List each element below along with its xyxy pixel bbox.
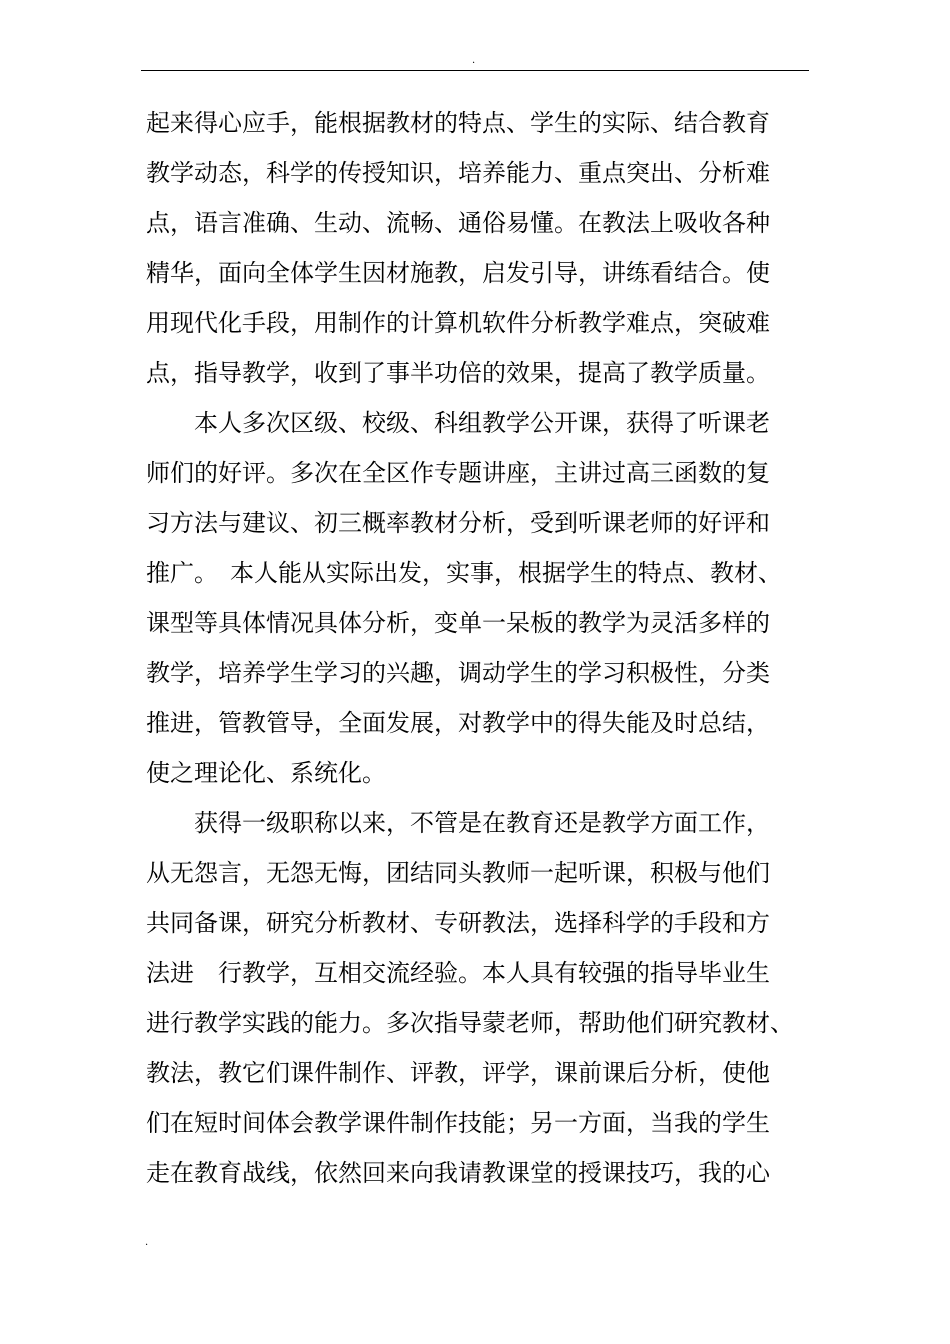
text-line: 点，语言准确、生动、流畅、通俗易懂。在教法上吸收各种 [146, 209, 770, 237]
header-rule [141, 70, 809, 71]
footer-mark: . [145, 1237, 149, 1248]
text-line: 用现代化手段，用制作的计算机软件分析教学难点，突破难 [146, 309, 770, 337]
text-line: 走在教育战线，依然回来向我请教课堂的授课技巧，我的心 [146, 1159, 770, 1187]
header-mark: . [472, 55, 476, 66]
text-line: 起来得心应手，能根据教材的特点、学生的实际、结合教育 [146, 109, 770, 137]
text-line: 从无怨言，无怨无悔，团结同头教师一起听课，积极与他们 [146, 859, 770, 887]
text-line: 师们的好评。多次在全区作专题讲座，主讲过高三函数的复 [146, 459, 770, 487]
document-body [146, 98, 816, 1198]
text-line: 教法，教它们课件制作、评教，评学，课前课后分析，使他 [146, 1059, 770, 1087]
text-line: 获得一级职称以来，不管是在教育还是教学方面工作， [146, 809, 770, 837]
text-line: 推广。 本人能从实际出发，实事，根据学生的特点、教材、 [146, 559, 782, 587]
text-line: 们在短时间体会教学课件制作技能；另一方面，当我的学生 [146, 1109, 770, 1137]
text-line: 精华，面向全体学生因材施教，启发引导，讲练看结合。使 [146, 259, 770, 287]
text-line: 使之理论化、系统化。 [146, 759, 386, 787]
text-line: 推进，管教管导，全面发展，对教学中的得失能及时总结， [146, 709, 770, 737]
text-line: 课型等具体情况具体分析，变单一呆板的教学为灵活多样的 [146, 609, 770, 637]
text-line: 本人多次区级、校级、科组教学公开课，获得了听课老 [146, 409, 770, 437]
text-line: 共同备课，研究分析教材、专研教法，选择科学的手段和方 [146, 909, 770, 937]
text-line: 点，指导教学，收到了事半功倍的效果，提高了教学质量。 [146, 359, 770, 387]
text-line: 习方法与建议、初三概率教材分析，受到听课老师的好评和 [146, 509, 770, 537]
text-line: 进行教学实践的能力。多次指导蒙老师，帮助他们研究教材、 [146, 1009, 794, 1037]
text-line: 法进 行教学，互相交流经验。本人具有较强的指导毕业生 [146, 959, 770, 987]
text-line: 教学，培养学生学习的兴趣，调动学生的学习积极性，分类 [146, 659, 770, 687]
text-line: 教学动态，科学的传授知识，培养能力、重点突出、分析难 [146, 159, 770, 187]
